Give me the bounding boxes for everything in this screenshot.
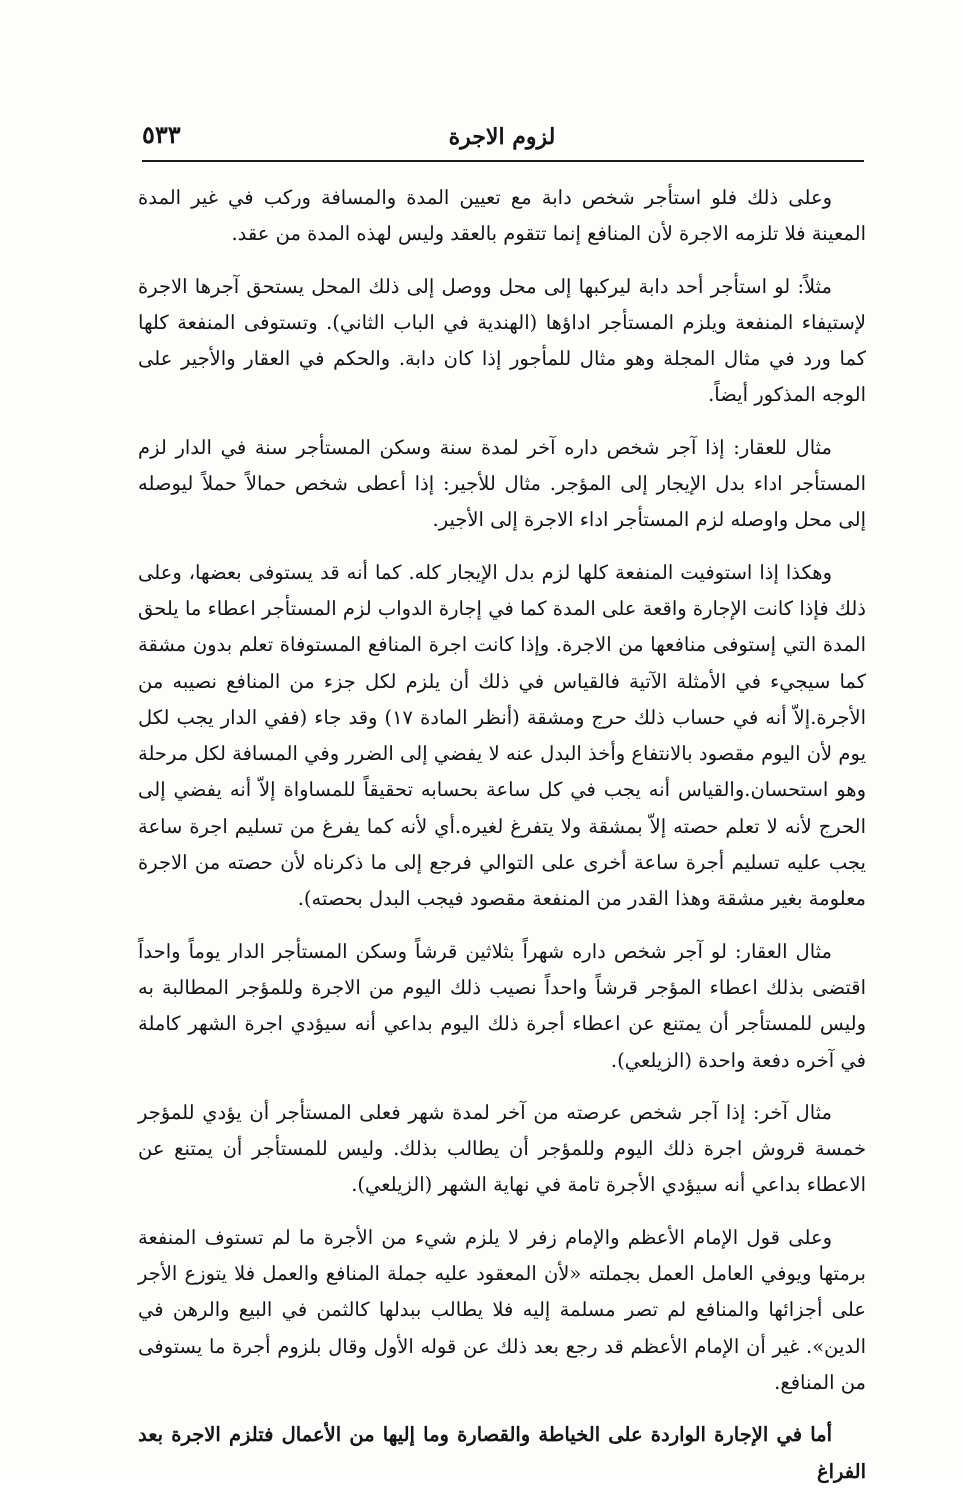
body-text (138, 180, 866, 1506)
paragraph: مثال للعقار: إذا آجر شخص داره آخر لمدة سنة وسكن المستأجر سنة في الدار لزم المستأجر اداء بدل الإيجار إلى المؤجر. مثال للأجير: إذا أعطى شخص حمالاً حملاً ليوصله إلى محل واوصله لزم المستأجر اداء الاجرة إلى الأجير. (138, 435, 866, 532)
paragraph: مثال آخر: إذا آجر شخص عرصته من آخر لمدة شهر فعلى المستأجر أن يؤدي للمؤجر خمسة قروش اجرة ذلك اليوم وللمؤجر أن يطالب بذلك. وليس للمستأجر أن يمتنع عن الاعطاء بداعي أنه سيؤدي الأجرة تامة في نهاية الشهر (الزيلعي). (138, 1100, 866, 1197)
paragraph-bold: أما في الإجارة الواردة على الخياطة والقصارة وما إليها من الأعمال فتلزم الاجرة بعد الفراغ (138, 1423, 866, 1483)
paragraph: وعلى ذلك فلو استأجر شخص دابة مع تعيين المدة والمسافة وركب في غير المدة المعينة فلا تلزمه الاجرة لأن المنافع إنما تتقوم بالعقد وليس لهذه المدة من عقد. (138, 186, 866, 246)
page-number: ٥٣٣ (142, 120, 181, 149)
paragraph: مثلاً: لو استأجر أحد دابة ليركبها إلى محل ووصل إلى ذلك المحل يستحق آجرها الاجرة لإستيفاء المنفعة ويلزم المستأجر اداؤها (الهندية في الباب الثاني). وتستوفى المنفعة كلها كما ورد في مثال المجلة وهو مثال للمأجور إذا كان دابة. والحكم في العقار والأجير على الوجه المذكور أيضاً. (138, 274, 866, 407)
paragraph: وهكذا إذا استوفيت المنفعة كلها لزم بدل الإيجار كله. كما أنه قد يستوفى بعضها، وعلى ذلك فإذا كانت الإجارة واقعة على المدة كما في إجارة الدواب لزم المستأجر اعطاء ما يلحق المدة التي إستوفى منافعها من الاجرة. وإذا كانت اجرة المنافع المستوفاة تعلم بدون مشقة كما سيجيء في الأمثلة الآتية فالقياس في ذلك أن يلزم لكل جزء من المنافع نصيبه من الأجرة.إلاّ أنه في حساب ذلك حرج ومشقة (أنظر المادة ١٧) وقد جاء (ففي الدار يجب لكل يوم لأن اليوم مقصود بالانتفاع وأخذ البدل عنه لا يفضي إلى الضرر وفي المسافة لكل مرحلة وهو استحسان.والقياس أنه يجب في كل ساعة بحسابه تحقيقاً للمساواة إلاّ أنه يفضي إلى الحرج لأنه لا تعلم حصته إلاّ بمشقة ولا يتفرغ لغيره.أي لأنه كما يفرغ من تسليم اجرة ساعة يجب عليه تسليم أجرة ساعة أخرى على التوالي فرجع إلى ما ذكرناه لأن حصته من الاجرة معلومة بغير مشقة وهذا القدر من المنفعة مقصود فيجب البدل بحصته). (138, 560, 866, 911)
running-title: لزوم الاجرة (448, 124, 556, 150)
paragraph: مثال العقار: لو آجر شخص داره شهراً بثلاثين قرشاً وسكن المستأجر الدار يوماً واحداً اقتضى بذلك اعطاء المؤجر قرشاً واحداً نصيب ذلك اليوم من الاجرة وللمؤجر المطالبة به وليس للمستأجر أن يمتنع عن اعطاء أجرة ذلك اليوم بداعي أنه سيؤدي اجرة الشهر كاملة في آخره دفعة واحدة (الزيلعي). (138, 939, 866, 1072)
page-header (142, 120, 862, 160)
paragraph: وعلى قول الإمام الأعظم والإمام زفر لا يلزم شيء من الأجرة ما لم تستوف المنفعة برمتها ويوفي العامل العمل بجملته «لأن المعقود عليه جملة المنافع والعمل فلا يتوزع الأجر على أجزائها والمنافع لم تصر مسلمة إليه فلا يطالب ببدلها كالثمن في البيع والرهن في الدين». غير أن الإمام الأعظم قد رجع بعد ذلك عن قوله الأول وقال بلزوم أجرة ما يستوفى من المنافع. (138, 1225, 866, 1394)
header-divider (142, 160, 864, 162)
